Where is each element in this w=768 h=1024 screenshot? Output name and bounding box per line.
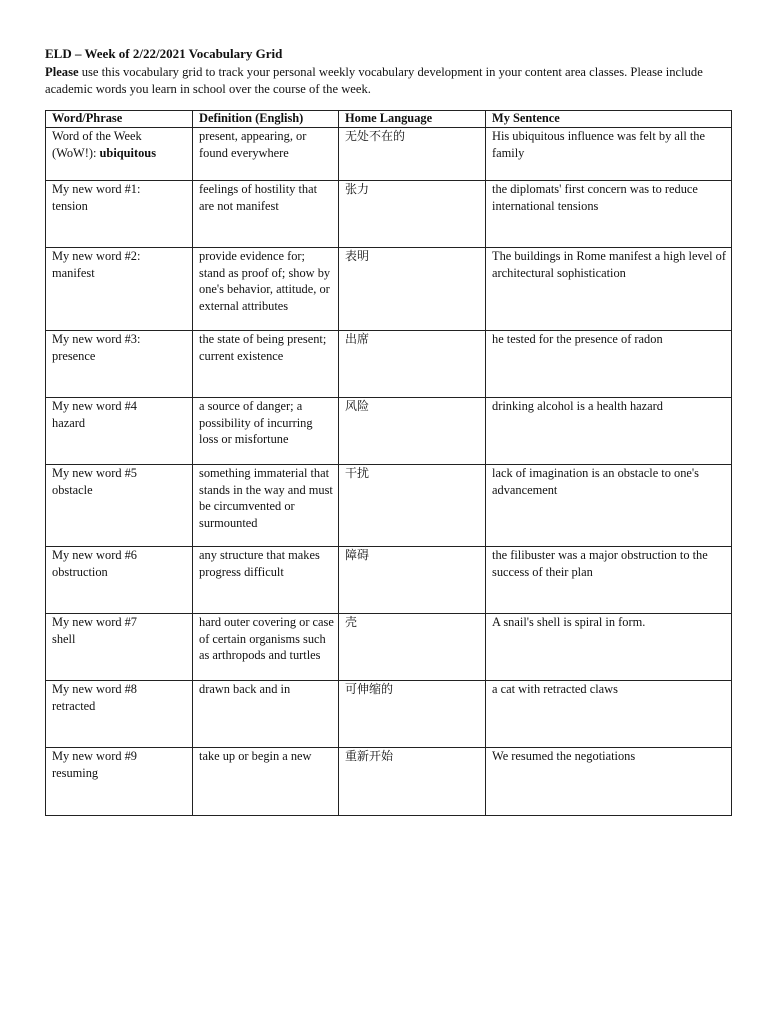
word-label: My new word #9 [52, 749, 138, 763]
home-language-cell: 障碍 [339, 547, 486, 614]
word-cell [46, 398, 193, 465]
sentence-cell: he tested for the presence of radon [486, 331, 732, 398]
sentence-cell: the diplomats' first concern was to reduce international tensions [486, 181, 732, 248]
instructions-paragraph [45, 64, 735, 98]
header-word-phrase: Word/Phrase [46, 111, 193, 128]
home-language-cell: 出席 [339, 331, 486, 398]
definition-cell: drawn back and in [193, 681, 339, 748]
sentence-cell: A snail's shell is spiral in form. [486, 614, 732, 681]
table-row [46, 398, 732, 465]
word-cell [46, 181, 193, 248]
definition-cell: a source of danger; a possibility of incurring loss or misfortune [193, 398, 339, 465]
word-cell [46, 248, 193, 331]
word-cell [46, 465, 193, 547]
word-label: My new word #2: [52, 249, 141, 263]
definition-cell: take up or begin a new [193, 748, 339, 816]
definition-cell: any structure that makes progress difficult [193, 547, 339, 614]
word-cell [46, 128, 193, 181]
definition-cell: feelings of hostility that are not manifest [193, 181, 339, 248]
sentence-cell: We resumed the negotiations [486, 748, 732, 816]
sentence-cell: lack of imagination is an obstacle to one's advancement [486, 465, 732, 547]
page-title: ELD – Week of 2/22/2021 Vocabulary Grid [45, 46, 283, 61]
table-row [46, 681, 732, 748]
instructions-lead: Please [45, 65, 79, 79]
definition-cell: the state of being present; current existence [193, 331, 339, 398]
table-row [46, 465, 732, 547]
home-language-cell: 风险 [339, 398, 486, 465]
word-cell [46, 681, 193, 748]
definition-cell: provide evidence for; stand as proof of; show by one's behavior, attitude, or external attributes [193, 248, 339, 331]
word-value: hazard [52, 415, 86, 430]
table-row [46, 248, 732, 331]
vocabulary-grid [45, 110, 732, 816]
word-label: My new word #8 [52, 682, 138, 696]
word-cell [46, 331, 193, 398]
definition-cell: something immaterial that stands in the way and must be circumvented or surmounted [193, 465, 339, 547]
home-language-cell: 无处不在的 [339, 128, 486, 181]
instructions-text: use this vocabulary grid to track your personal weekly vocabulary development in your content area classes. Please include academic words you learn in school over the course of the week. [45, 65, 703, 96]
word-value: retracted [52, 698, 96, 713]
word-value: obstacle [52, 482, 93, 497]
table-row [46, 128, 732, 181]
header-definition: Definition (English) [193, 111, 339, 128]
word-cell [46, 547, 193, 614]
home-language-cell: 可伸缩的 [339, 681, 486, 748]
header-my-sentence: My Sentence [486, 111, 732, 128]
header-row [46, 111, 732, 128]
home-language-cell: 表明 [339, 248, 486, 331]
word-label: My new word #3: [52, 332, 141, 346]
word-cell [46, 748, 193, 816]
word-value: presence [52, 348, 96, 363]
word-value: manifest [52, 265, 95, 280]
header-home-language: Home Language [339, 111, 486, 128]
word-label: My new word #1: [52, 182, 141, 196]
home-language-cell: 干扰 [339, 465, 486, 547]
table-row [46, 181, 732, 248]
word-value: obstruction [52, 564, 108, 579]
sentence-cell: His ubiquitous influence was felt by all the family [486, 128, 732, 181]
word-label: My new word #4 [52, 399, 138, 413]
home-language-cell: 重新开始 [339, 748, 486, 816]
word-label: My new word #5 [52, 466, 138, 480]
table-row [46, 614, 732, 681]
sentence-cell: the filibuster was a major obstruction to the success of their plan [486, 547, 732, 614]
sentence-cell: drinking alcohol is a health hazard [486, 398, 732, 465]
word-label: Word of the Week (WoW!): [52, 129, 142, 160]
word-cell [46, 614, 193, 681]
word-label: My new word #6 [52, 548, 138, 562]
definition-cell: hard outer covering or case of certain organisms such as arthropods and turtles [193, 614, 339, 681]
word-label: My new word #7 [52, 615, 138, 629]
word-value: resuming [52, 765, 99, 780]
sentence-cell: a cat with retracted claws [486, 681, 732, 748]
sentence-cell: The buildings in Rome manifest a high level of architectural sophistication [486, 248, 732, 331]
word-value: tension [52, 198, 88, 213]
word-value: shell [52, 631, 76, 646]
word-value: ubiquitous [99, 145, 157, 160]
table-row [46, 331, 732, 398]
table-row [46, 547, 732, 614]
home-language-cell: 张力 [339, 181, 486, 248]
definition-cell: present, appearing, or found everywhere [193, 128, 339, 181]
home-language-cell: 壳 [339, 614, 486, 681]
table-row [46, 748, 732, 816]
